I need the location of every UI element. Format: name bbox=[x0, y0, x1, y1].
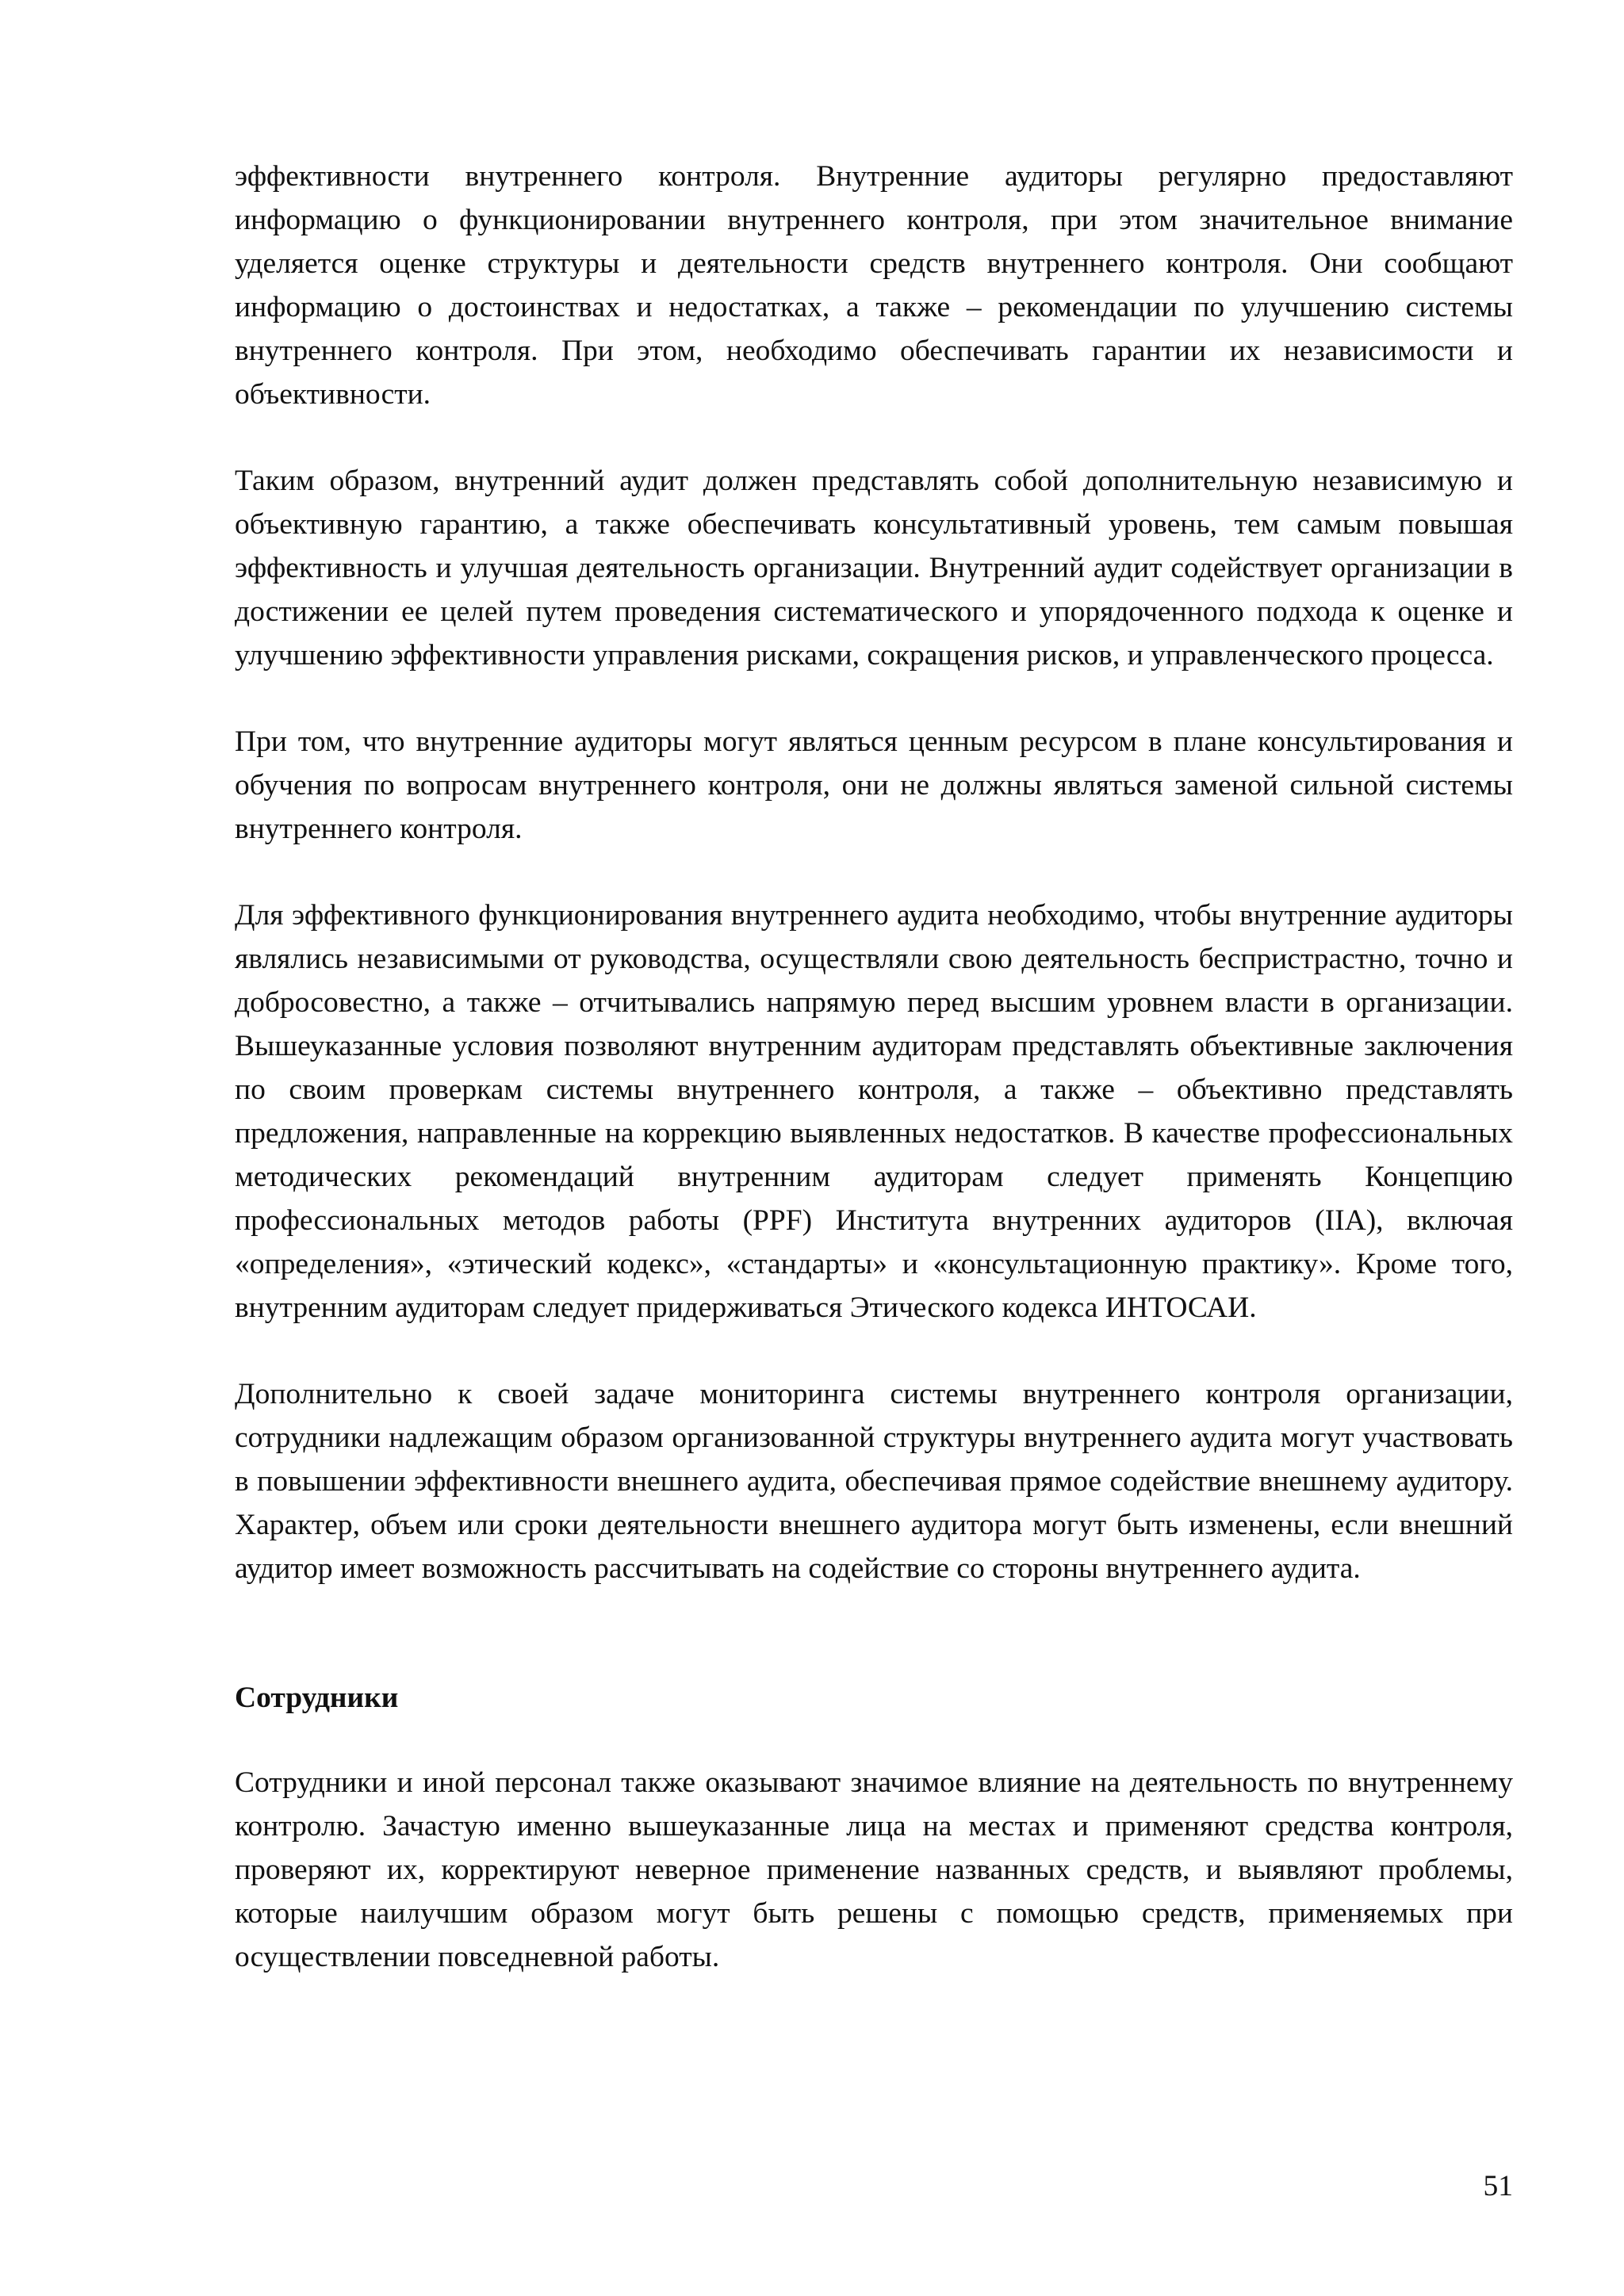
paragraph-internal-auditors-resource: При том, что внутренние аудиторы могут являться ценным ресурсом в плане консультирования и обучения по вопросам внутреннего контроля, они не должны являться заменой сильной системы внутреннего контроля. bbox=[235, 725, 1513, 845]
paragraph-employees-influence: Сотрудники и иной персонал также оказывают значимое влияние на деятельность по внутреннему контролю. Зачастую именно вышеуказанные лица на местах и применяют средства контроля, проверяют их, корректируют неверное применение названных средств, и выявляют проблемы, которые наилучшим образом могут быть решены с помощью средств, применяемых при осуществлении повседневной работы. bbox=[235, 1766, 1513, 1973]
paragraph-internal-auditors-reporting: эффективности внутреннего контроля. Внутренние аудиторы регулярно предоставляют информацию о функционировании внутреннего контроля, при этом значительное внимание уделяется оценке структуры и деятельности средств внутреннего контроля. Они сообщают информацию о достоинствах и недостатках, а также – рекомендации по улучшению системы внутреннего контроля. При этом, необходимо обеспечивать гарантии их независимости и объективности. bbox=[235, 160, 1513, 411]
paragraph-external-audit-support: Дополнительно к своей задаче мониторинга системы внутреннего контроля организации, сотрудники надлежащим образом организованной структуры внутреннего аудита могут участвовать в повышении эффективности внешнего аудита, обеспечивая прямое содействие внешнему аудитору. Характер, объем или сроки деятельности внешнего аудитора могут быть изменены, если внешний аудитор имеет возможность рассчитывать на содействие со стороны внутреннего аудита. bbox=[235, 1378, 1513, 1585]
paragraph-internal-audit-guarantee: Таким образом, внутренний аудит должен представлять собой дополнительную независимую и объективную гарантию, а также обеспечивать консультативный уровень, тем самым повышая эффективность и улучшая деятельность организации. Внутренний аудит содействует организации в достижении ее целей путем проведения систематического и упорядоченного подхода к оценке и улучшению эффективности управления рисками, сокращения рисков, и управленческого процесса. bbox=[235, 465, 1513, 672]
page-number: 51 bbox=[1483, 2170, 1513, 2202]
page-content bbox=[235, 155, 1513, 2022]
section-heading-employees: Сотрудники bbox=[235, 1682, 399, 1714]
paragraph-effective-functioning: Для эффективного функционирования внутреннего аудита необходимо, чтобы внутренние аудиторы являлись независимыми от руководства, осуществляли свою деятельность беспристрастно, точно и добросовестно, а также – отчитывались напрямую перед высшим уровнем власти в организации. Вышеуказанные условия позволяют внутренним аудиторам представлять объективные заключения по своим проверкам системы внутреннего контроля, а также – объективно представлять предложения, направленные на коррекцию выявленных недостатков. В качестве профессиональных методических рекомендаций внутренним аудиторам следует применять Концепцию профессиональных методов работы (PPF) Института внутренних аудиторов (IIA), включая «определения», «этический кодекс», «стандарты» и «консультационную практику». Кроме того, внутренним аудиторам следует придерживаться Этического кодекса ИНТОСАИ. bbox=[235, 899, 1513, 1324]
